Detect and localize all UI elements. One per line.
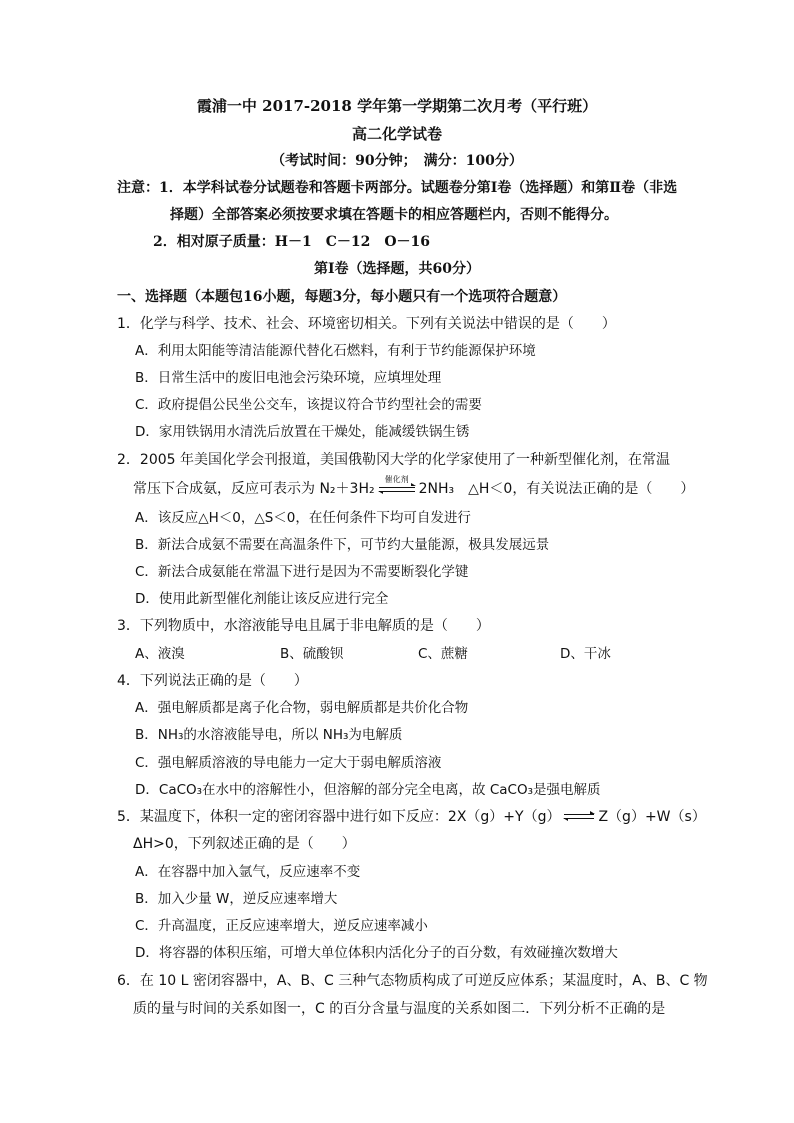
q5-option-b: B．加入少量 W，逆反应速率增大 bbox=[135, 891, 338, 907]
q2-stem-line-1: 2．2005 年美国化学会刊报道，美国俄勒冈大学的化学家使用了一种新型催化剂，在常温 bbox=[117, 452, 670, 468]
q2-stem-line-2 bbox=[133, 475, 695, 499]
exam-subtitle: 高二化学试卷 bbox=[351, 125, 442, 143]
q5-stem-line-1 bbox=[117, 807, 706, 827]
q1-stem: 1．化学与科学、技术、社会、环境密切相关。下列有关说法中错误的是（ ） bbox=[117, 316, 616, 332]
reversible-arrow-icon bbox=[377, 475, 417, 496]
equilibrium-arrow-icon bbox=[562, 811, 596, 823]
note-line-2: 择题）全部答案必须按要求填在答题卡的相应答题栏内，否则不能得分。 bbox=[170, 207, 618, 223]
q1-option-a: A．利用太阳能等清洁能源代替化石燃料，有利于节约能源保护环境 bbox=[135, 343, 536, 359]
section-heading: 一、选择题（本题包16小题，每题3分，每小题只有一个选项符合题意） bbox=[117, 289, 567, 305]
note-line-3: 2．相对原子质量：H－1 C－12 O－16 bbox=[153, 234, 431, 250]
q4-option-a: A．强电解质都是离子化合物，弱电解质都是共价化合物 bbox=[135, 700, 469, 716]
q5-stem-post: Z（g）+W（s） bbox=[598, 809, 706, 825]
q6-stem-line-2: 质的量与时间的关系如图一，C 的百分含量与温度的关系如图二．下列分析不正确的是 bbox=[133, 1001, 666, 1017]
q2-option-b: B．新法合成氨不需要在高温条件下，可节约大量能源，极具发展远景 bbox=[135, 537, 550, 553]
q5-option-d: D．将容器的体积压缩，可增大单位体积内活化分子的百分数，有效碰撞次数增大 bbox=[135, 945, 618, 961]
q2-option-c: C．新法合成氨能在常温下进行是因为不需要断裂化学键 bbox=[135, 564, 469, 580]
exam-info: （考试时间：90分钟； 满分：100分） bbox=[271, 153, 523, 169]
q5-stem-pre: 5．某温度下，体积一定的密闭容器中进行如下反应：2X（g）+Y（g） bbox=[117, 809, 561, 825]
catalyst-label: 催化剂 bbox=[384, 475, 409, 484]
q1-option-c: C．政府提倡公民坐公交车，该提议符合节约型社会的需要 bbox=[135, 397, 482, 413]
q1-option-b: B．日常生活中的废旧电池会污染环境，应填埋处理 bbox=[135, 370, 442, 386]
q5-option-c: C．升高温度，正反应速率增大，逆反应速率减小 bbox=[135, 918, 428, 934]
exam-title: 霞浦一中 2017-2018 学年第一学期第二次月考（平行班） bbox=[196, 97, 598, 115]
q3-option-c: C、蔗糖 bbox=[418, 646, 468, 662]
q2-option-d: D．使用此新型催化剂能让该反应进行完全 bbox=[135, 591, 389, 607]
q5-option-a: A．在容器中加入氩气，反应速率不变 bbox=[135, 864, 361, 880]
q3-option-b: B、硫酸钡 bbox=[280, 646, 344, 662]
q5-stem-line-2: ΔH>0，下列叙述正确的是（ ） bbox=[133, 836, 356, 852]
note-line-1: 注意：1．本学科试卷分试题卷和答题卡两部分。试题卷分第Ⅰ卷（选择题）和第Ⅱ卷（非选 bbox=[117, 180, 678, 196]
q4-option-b: B．NH₃的水溶液能导电，所以 NH₃为电解质 bbox=[135, 727, 403, 743]
part-title: 第Ⅰ卷（选择题，共60分） bbox=[313, 261, 481, 277]
q3-option-d: D、干冰 bbox=[560, 646, 611, 662]
q2-stem-post: 2NH₃ △H＜0，有关说法正确的是（ ） bbox=[418, 481, 695, 497]
q3-option-a: A、液溴 bbox=[135, 646, 185, 662]
q4-option-d: D．CaCO₃在水中的溶解性小，但溶解的部分完全电离，故 CaCO₃是强电解质 bbox=[135, 782, 601, 798]
q2-option-a: A．该反应△H＜0，△S＜0，在任何条件下均可自发进行 bbox=[135, 510, 471, 526]
q4-stem: 4．下列说法正确的是（ ） bbox=[117, 673, 308, 689]
q1-option-d: D．家用铁锅用水清洗后放置在干燥处，能减缓铁锅生锈 bbox=[135, 424, 470, 440]
q6-stem-line-1: 6．在 10 L 密闭容器中，A、B、C 三种气态物质构成了可逆反应体系；某温度时，A、B、C 物 bbox=[117, 973, 708, 989]
q4-option-c: C．强电解质溶液的导电能力一定大于弱电解质溶液 bbox=[135, 755, 442, 771]
q3-stem: 3．下列物质中，水溶液能导电且属于非电解质的是（ ） bbox=[117, 618, 490, 634]
q2-stem-pre: 常压下合成氨，反应可表示为 N₂＋3H₂ bbox=[133, 481, 375, 497]
